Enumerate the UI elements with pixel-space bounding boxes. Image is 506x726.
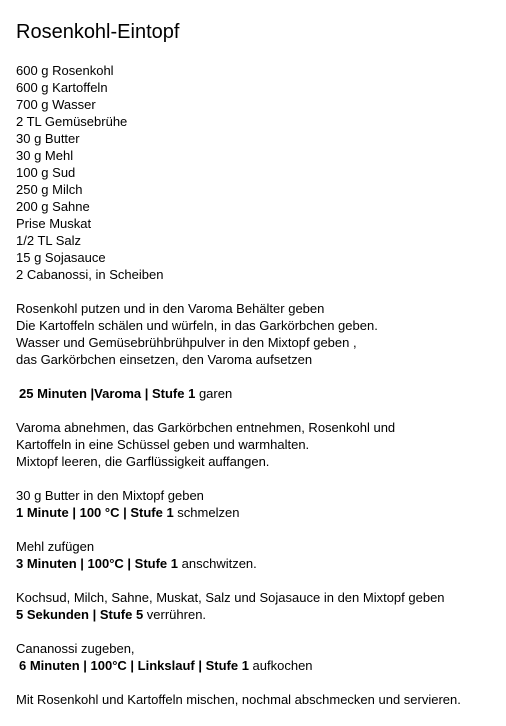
step-cook-setting <box>16 385 500 402</box>
step-line: Varoma abnehmen, das Garkörbchen entnehmen, Rosenkohl und <box>16 420 396 435</box>
step-instruction <box>16 657 500 674</box>
step-remove-varoma <box>16 419 500 470</box>
ingredient-item: 15 g Sojasauce <box>16 250 106 265</box>
step-instruction <box>16 504 500 521</box>
step-liquids <box>16 589 500 623</box>
ingredient-item: 30 g Butter <box>16 131 80 146</box>
prep-line: Die Kartoffeln schälen und würfeln, in das Garkörbchen geben. <box>16 318 378 333</box>
step-settings: 25 Minuten |Varoma | Stufe 1 <box>19 386 196 401</box>
ingredient-item: 2 TL Gemüsebrühe <box>16 114 128 129</box>
step-final <box>16 691 500 708</box>
ingredient-item: 600 g Rosenkohl <box>16 63 114 78</box>
ingredient-item: 200 g Sahne <box>16 199 90 214</box>
recipe-title: Rosenkohl-Eintopf <box>16 21 180 43</box>
step-action: garen <box>195 386 233 401</box>
prep-line: Rosenkohl putzen und in den Varoma Behälter geben <box>16 301 325 316</box>
step-action: anschwitzen. <box>178 556 257 571</box>
ingredient-item: Prise Muskat <box>16 216 92 231</box>
step-settings: 1 Minute | 100 °C | Stufe 1 <box>16 505 174 520</box>
ingredient-item: 2 Cabanossi, in Scheiben <box>16 267 164 282</box>
ingredient-item: 30 g Mehl <box>16 148 74 163</box>
step-line: Mixtopf leeren, die Garflüssigkeit auffangen. <box>16 454 270 469</box>
step-cabanossi <box>16 640 500 674</box>
prep-line: Wasser und Gemüsebrühbrühpulver in den Mixtopf geben , <box>16 335 357 350</box>
step-settings: 3 Minuten | 100°C | Stufe 1 <box>16 556 179 571</box>
ingredient-item: 1/2 TL Salz <box>16 233 82 248</box>
step-action: verrühren. <box>143 607 207 622</box>
step-flour <box>16 538 500 572</box>
step-settings: 5 Sekunden | Stufe 5 <box>16 607 144 622</box>
ingredient-item: 250 g Milch <box>16 182 83 197</box>
step-action: aufkochen <box>248 658 313 673</box>
step-line: 30 g Butter in den Mixtopf geben <box>16 488 204 503</box>
ingredient-item: 700 g Wasser <box>16 97 96 112</box>
step-line: Kartoffeln in eine Schüssel geben und warmhalten. <box>16 437 310 452</box>
step-instruction <box>16 606 500 623</box>
step-settings: 6 Minuten | 100°C | Linkslauf | Stufe 1 <box>19 658 249 673</box>
step-instruction <box>16 385 500 402</box>
recipe-document <box>16 20 500 708</box>
step-line: Mehl zufügen <box>16 539 95 554</box>
step-butter <box>16 487 500 521</box>
prep-instructions <box>16 300 500 368</box>
step-line: Cananossi zugeben, <box>16 641 135 656</box>
ingredient-list <box>16 62 500 283</box>
final-instruction: Mit Rosenkohl und Kartoffeln mischen, nochmal abschmecken und servieren. <box>16 692 461 707</box>
step-instruction <box>16 555 500 572</box>
ingredient-item: 600 g Kartoffeln <box>16 80 108 95</box>
prep-line: das Garkörbchen einsetzen, den Varoma aufsetzen <box>16 352 313 367</box>
step-action: schmelzen <box>173 505 240 520</box>
step-line: Kochsud, Milch, Sahne, Muskat, Salz und Sojasauce in den Mixtopf geben <box>16 590 445 605</box>
ingredient-item: 100 g Sud <box>16 165 76 180</box>
